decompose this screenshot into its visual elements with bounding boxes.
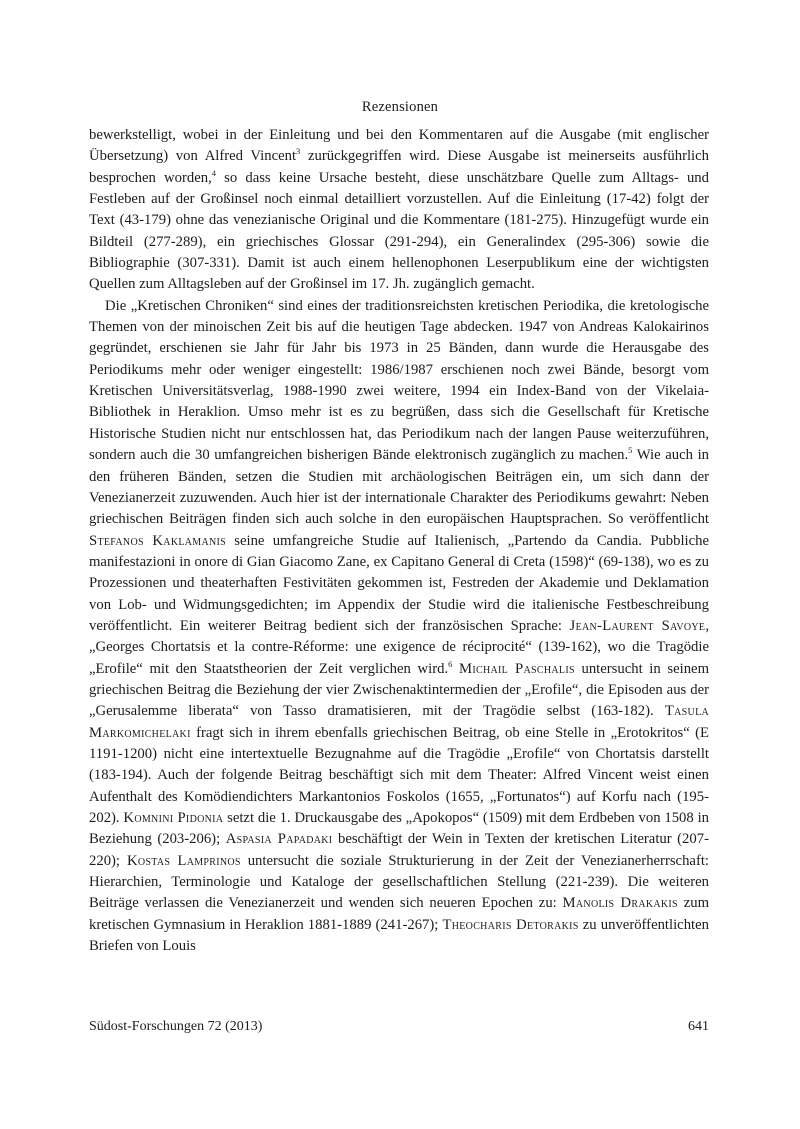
text-run: setzt die 1. Druckausgabe des „Apokopos“ (1509) mit dem Erdbeben von 1508 in Beziehung (203-206); — [89, 810, 709, 848]
text-run: bewerkstelligt, wobei in der Einleitung und bei den Kommentaren auf die Ausgabe (mit englischer Übersetzung) von Alfred Vincent — [89, 127, 709, 165]
author-name: Jean-Laurent Savoye — [569, 617, 706, 634]
author-name: Michail Paschalis — [459, 660, 575, 677]
text-run: Die „Kretischen Chroniken“ sind eines der traditionsreichsten kretischen Periodika, die kretologische Themen von der minoischen Zeit bis auf die heutigen Tage abdecken. 1947 von Andreas Kalokairinos gegründet, erschienen sie Jahr für Jahr bis 1973 in 25 Bänden, dann wurde die Herausgabe des Periodikums mehr oder weniger eingestellt: 1986/1987 erschienen noch zwei Bände, besorgt vom Kretischen Universitätsverlag, 1988-1990 zwei weitere, 1994 ein Index-Band von der Vikelaia-Bibliothek in Heraklion. Umso mehr ist es zu begrüßen, dass sich die Gesellschaft für Kretische Historische Studien nicht nur entschlossen hat, das Periodikum nach der langen Pause weiterzuführen, sondern auch die 30 umfangreichen bisherigen Bände elektronisch zugänglich zu machen. — [89, 297, 709, 464]
footnote-ref-6[interactable]: 6 — [448, 658, 453, 669]
footnote-ref-5[interactable]: 5 — [628, 445, 633, 456]
page-number: 641 — [688, 1019, 709, 1034]
author-name: Stefanos Kaklamanis — [89, 532, 226, 549]
text-run: untersucht die soziale Strukturierung in der Zeit der Venezianerherrschaft: Hierarchien, Terminologie und Kataloge der gesellschaftlichen Stellung (221-239). Die weiteren Beiträge verlassen die Venezianerzeit und wenden sich neueren Epochen zu: — [89, 852, 709, 912]
author-name: Tasula Markomichelaki — [89, 703, 709, 741]
text-run: so dass keine Ursache besteht, diese unschätzbare Quelle zum Alltags- und Festleben auf der Großinsel noch einmal detailliert vorzustellen. Auf die Einleitung (17-42) folgt der Text (43-179) ohne das venezianische Original und die Kommentare (181-275). Hinzugefügt wurde ein Bildteil (277-289), ein griechisches Glossar (291-294), ein Generalindex (295-306) sowie die Bibliographie (307-331). Damit ist auch einem hellenophonen Leserpublikum eine der wichtigsten Quellen zum Alltagsleben auf der Großinsel im 17. Jh. zugänglich gemacht. — [89, 169, 709, 293]
paragraph-2 — [89, 296, 709, 958]
text-run: zum kretischen Gymnasium in Heraklion 1881-1889 (241-267); — [89, 895, 709, 933]
running-header: Rezensionen — [361, 99, 439, 115]
page-footer — [89, 1019, 709, 1035]
body-text — [89, 125, 709, 957]
author-name: Komnini Pidonia — [123, 810, 224, 826]
author-name: Theocharis Detorakis — [442, 916, 579, 933]
text-run: zu unveröffentlichten Briefen von Louis — [89, 916, 709, 955]
text-run: seine umfangreiche Studie auf Italienisch, „Partendo da Candia. Pubbliche manifestazioni in onore di Gian Giacomo Zane, ex Capitano General di Creta (1598)“ (69-138), wo es zu Prozessionen und theaterhaften Festivitäten gekommen ist, Festreden der Akademie und Deklamation von Lob- und Widmungsgedichten; im Appendix der Studie wird die italienische Festbeschreibung veröffentlicht. Ein weiterer Beitrag bedient sich der französischen Sprache: — [89, 532, 709, 634]
author-name: Aspasia Papadaki — [225, 831, 333, 848]
text-run: untersucht in seinem griechischen Beitrag die Beziehung der vier Zwischenaktintermedien der „Erofile“, die Episoden aus der „Gerusalemme liberata“ von Tasso dramatisieren, mit der Tragödie selbst (163-182). — [89, 660, 709, 720]
author-name: Manolis Drakakis — [562, 895, 678, 912]
footnote-ref-3[interactable]: 3 — [296, 146, 301, 157]
text-run: zurückgegriffen wird. Diese Ausgabe ist meinerseits ausführlich besprochen worden, — [89, 148, 709, 186]
paragraph-1 — [89, 125, 709, 296]
text-run: , „Georges Chortatsis et la contre-Réforme: une exigence de réciprocité“ (139-162), wo die Tragödie „Erofile“ mit den Staatstheorien der Zeit verglichen wird. — [89, 617, 709, 677]
journal-citation: Südost-Forschungen 72 (2013) — [89, 1019, 263, 1034]
text-run: beschäftigt der Wein in Texten der kretischen Literatur (207-220); — [89, 831, 709, 869]
text-run: fragt sich in ihrem ebenfalls griechischen Beitrag, ob eine Stelle in „Erotokritos“ (E 1191-1200) nicht eine intertextuelle Bezugnahme auf die Tragödie „Erofile“ von Chortatsis darstellt (183-194). Auch der folgende Beitrag beschäftigt sich mit dem Theater: Alfred Vincent weist einen Aufenthalt des Komödiendichters Markantonios Foskolos (1655, „Fortunatos“) auf Korfu nach (195-202). — [89, 724, 709, 826]
footnote-ref-4[interactable]: 4 — [211, 167, 216, 178]
text-run: Wie auch in den früheren Bänden, setzen die Studien mit archäologischen Beiträgen ein, um sich dann der Venezianerzeit zuzuwenden. Auch hier ist der internationale Charakter des Periodikums gewahrt: Neben griechischen Beiträgen finden sich auch solche in den europäischen Hauptsprachen. So veröffentlicht — [89, 447, 709, 528]
author-name: Kostas Lamprinos — [126, 852, 241, 869]
